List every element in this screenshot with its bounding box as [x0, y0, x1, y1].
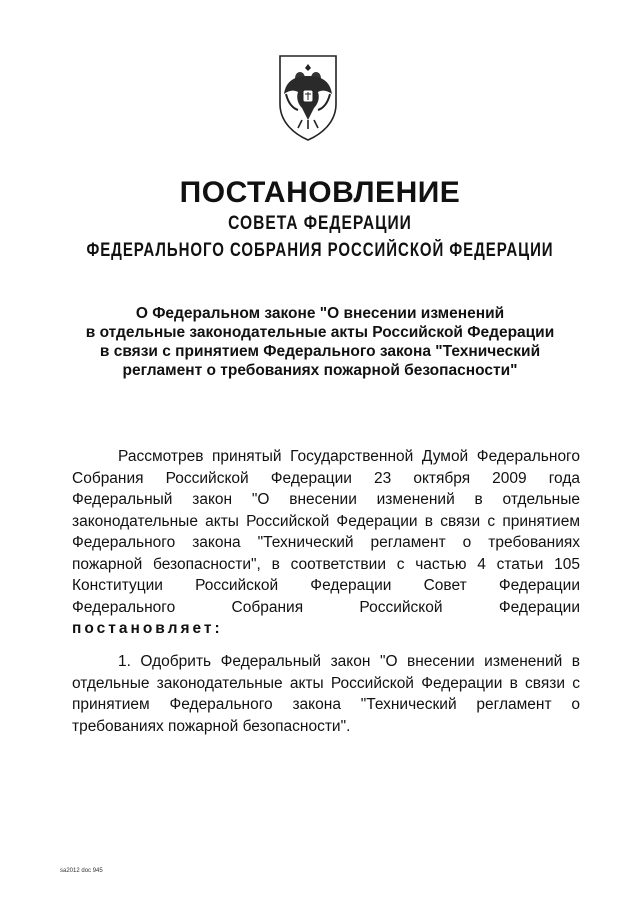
paragraph-line: требованиях пожарной безопасности".: [72, 717, 351, 735]
paragraph-line: Федеральный закон "О внесении изменений в отдельные: [72, 491, 580, 508]
issuer-line-2: ФЕДЕРАЛЬНОГО СОБРАНИЯ РОССИЙСКОЙ ФЕДЕРАЦИИ: [86, 240, 554, 261]
paragraph-line: отдельные законодательные акты Российской Федерации в связи с: [72, 674, 580, 692]
document-subject: [60, 304, 580, 380]
paragraph-line: Федерального Собрания Российской Федерации: [72, 598, 580, 616]
resolution-item-1: [72, 651, 580, 737]
paragraph-line: законодательные акты Российской Федерации в связи с принятием: [72, 512, 580, 530]
paragraph-line: 1. Одобрить Федеральный закон "О внесении изменений в: [118, 653, 580, 670]
paragraph-line: Рассмотрев принятый Государственной Думой Федерального: [118, 448, 580, 465]
russian-coat-of-arms-icon: [274, 50, 342, 142]
paragraph-line: принятием Федерального закона "Технический регламент о: [72, 696, 580, 713]
paragraph-line: пожарной безопасности", в соответствии с частью 4 статьи 105: [72, 555, 580, 573]
subject-line: О Федеральном законе "О внесении изменений: [135, 305, 505, 322]
preamble-paragraph: [72, 446, 580, 640]
subject-line: в связи с принятием Федерального закона "Технический: [99, 343, 541, 360]
coat-of-arms-emblem: [274, 50, 342, 142]
decision-line: [72, 618, 580, 640]
issuer-line-1: СОВЕТА ФЕДЕРАЦИИ: [228, 213, 412, 234]
decision-word: постановляет:: [72, 620, 223, 637]
paragraph-line: Конституции Российской Федерации Совет Федерации: [72, 577, 580, 594]
document-title: ПОСТАНОВЛЕНИЕ: [179, 176, 461, 209]
file-reference: sa2012 doc 945: [60, 868, 103, 874]
subject-line: в отдельные законодательные акты Российской Федерации: [85, 324, 555, 341]
paragraph-line: Федерального закона "Технический регламент о требованиях: [72, 534, 580, 551]
subject-line: регламент о требованиях пожарной безопасности": [122, 362, 518, 379]
paragraph-line: Собрания Российской Федерации 23 октября 2009 года: [72, 469, 580, 487]
